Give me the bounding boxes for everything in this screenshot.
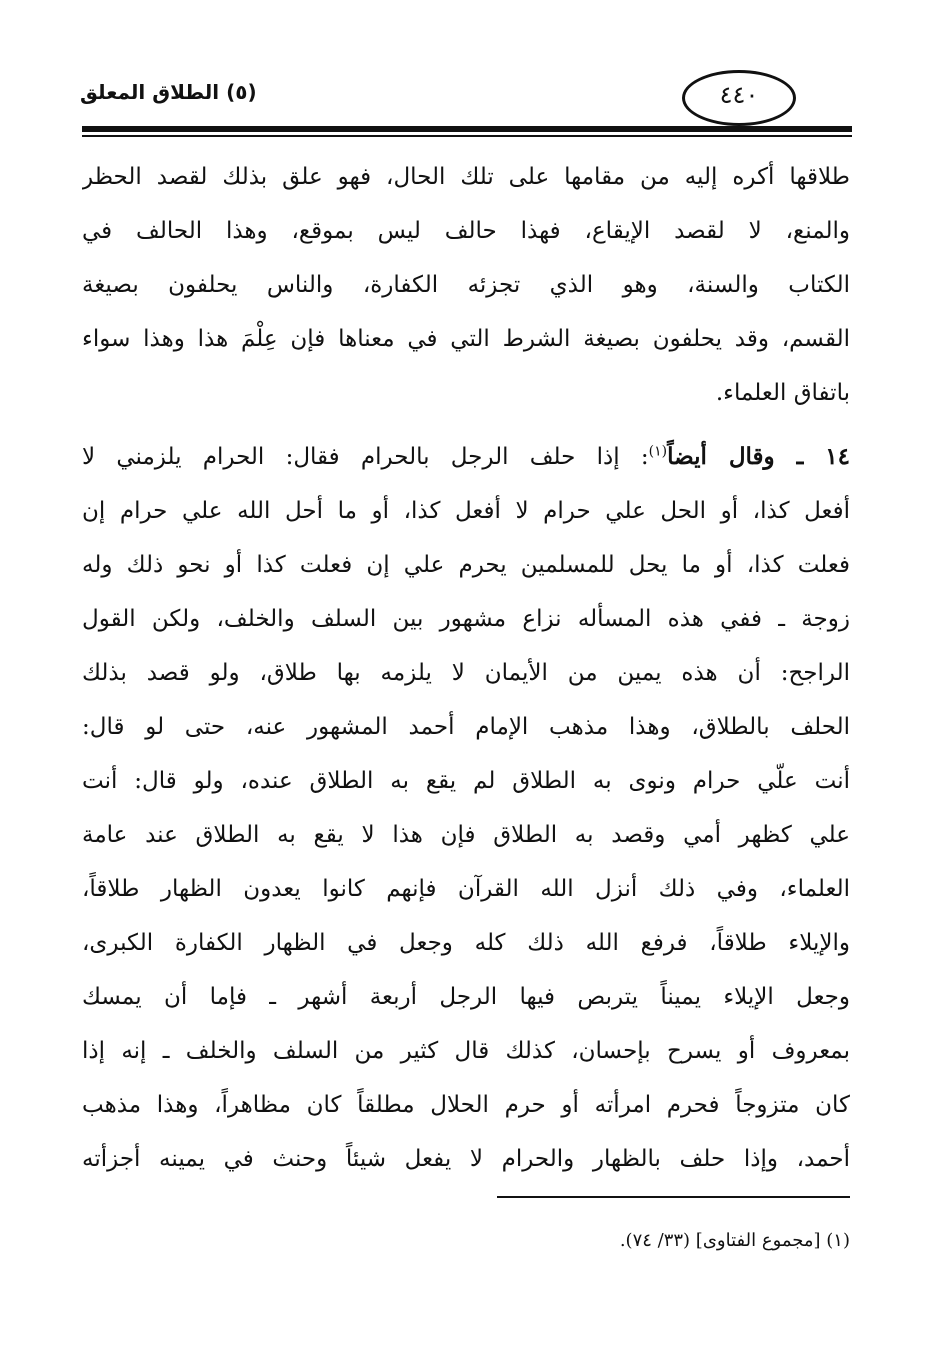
text-line-first [82,430,850,484]
text-line: وجعل الإيلاء يميناً يتربص فيها الرجل أربعة أشهر ـ فإما أن يمسك [82,984,850,1010]
text-line: كان متزوجاً فحرم امرأته أو حرم الحلال مطلقاً كان مظاهراً، وهذا مذهب [82,1092,850,1118]
text-line: فعلت كذا، أو ما يحل للمسلمين يحرم علي إن فعلت كذا أو نحو ذلك وله [82,552,850,578]
text-line: علي كظهر أمي وقصد به الطلاق فإن هذا لا يقع به الطلاق عند عامة [82,822,850,848]
text-line: باتفاق العلماء. [715,380,850,406]
text-line: القسم، وقد يحلفون بصيغة الشرط التي في معناها فإن عِلْمَ هذا وهذا سواء [82,326,850,352]
paragraph-1 [82,150,850,420]
text-line: الحلف بالطلاق، وهذا مذهب الإمام أحمد المشهور عنه، حتى لو قال: [82,714,850,740]
header-rule-thin [82,135,852,137]
paragraph-2 [82,430,850,1186]
text-line: بمعروف أو يسرح بإحسان، كذلك قال كثير من السلف والخلف ـ إنه إذا [82,1038,850,1064]
text-line: العلماء، وفي ذلك أنزل الله القرآن فإنهم كانوا يعدون الظهار طلاقاً، [82,876,850,902]
footnote-separator [497,1196,850,1198]
running-title: (٥) الطلاق المعلق [80,80,257,104]
footnote-reference[interactable]: (١) [648,443,668,460]
first-line-text: : إذا حلف الرجل بالحرام فقال: الحرام يلزمني لا [82,444,649,470]
header-rule-thick [82,126,852,132]
footnote: (١) [مجموع الفتاوى] (٣٣/ ٧٤). [619,1230,850,1251]
text-line: أحمد، وإذا حلف بالظهار والحرام لا يفعل شيئاً وحنث في يمينه أجزأته [82,1146,850,1172]
text-line: الكتاب والسنة، وهو الذي تجزئه الكفارة، والناس يحلفون بصيغة [82,272,850,298]
text-line: الراجح: أن هذه يمين من الأيمان لا يلزمه بها طلاق، ولو قصد بذلك [82,660,850,686]
text-line: أنت علّي حرام ونوى به الطلاق لم يقع به الطلاق عنده، ولو قال: أنت [82,768,850,794]
text-line: أفعل كذا، أو الحل علي حرام لا أفعل كذا، أو ما أحل الله علي حرام إن [82,498,850,524]
text-line: زوجة ـ ففي هذه المسأله نزاع مشهور بين السلف والخلف، ولكن القول [82,606,850,632]
text-line: والإيلاء طلاقاً، فرفع الله ذلك كله وجعل في الظهار الكفارة الكبرى، [82,930,850,956]
text-line: والمنع، لا لقصد الإيقاع، فهذا حالف ليس بموقع، وهذا الحالف في [82,218,850,244]
text-line: طلاقها أكره إليه من مقامها على تلك الحال، فهو علق بذلك لقصد الحظر [82,164,850,190]
page-number: ٤٤٠ [719,81,759,109]
section-number-label: ١٤ ـ وقال أيضاً [667,443,850,470]
